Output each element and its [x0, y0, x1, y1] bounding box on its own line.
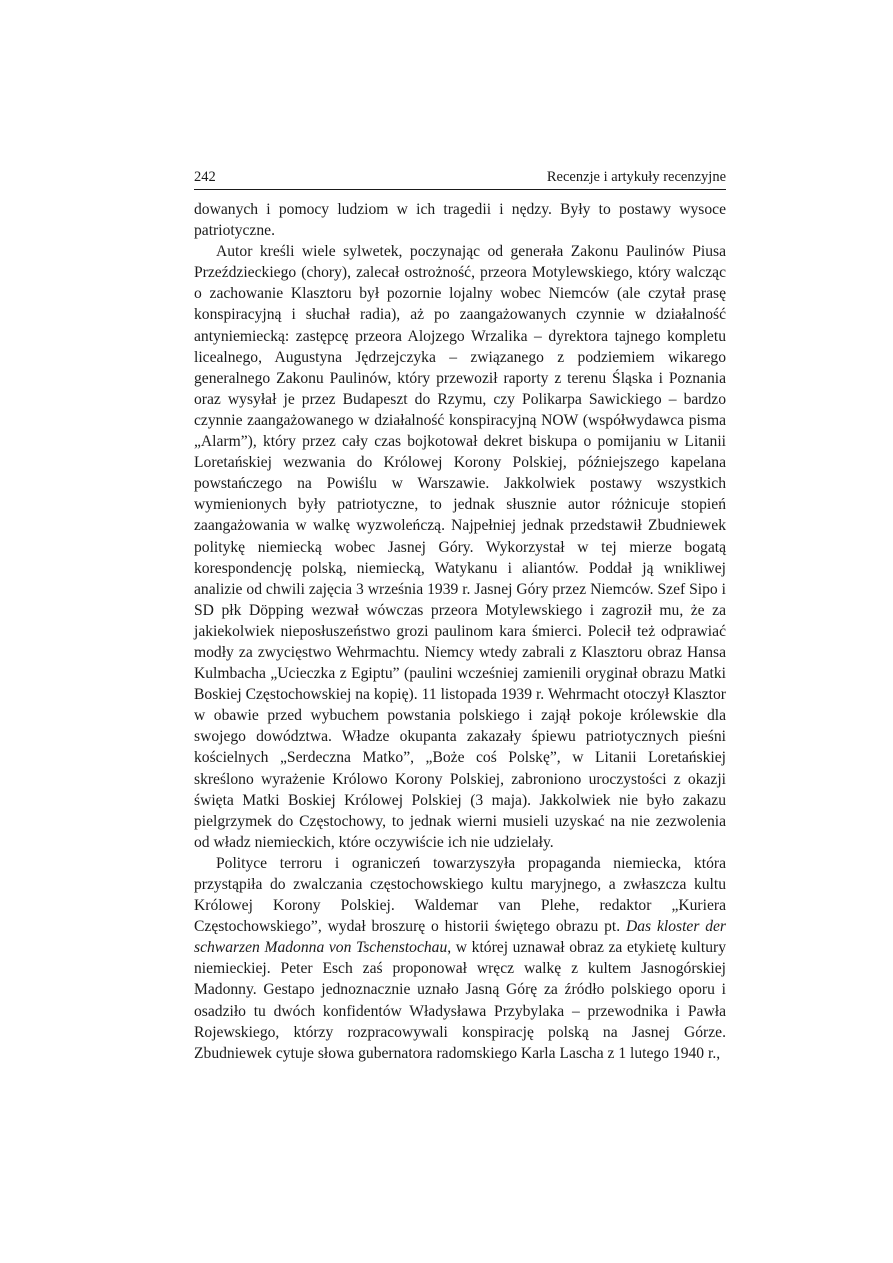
- paragraph-portraits: Autor kreśli wiele sylwetek, poczynając od generała Zakonu Paulinów Piusa Przeździeckiego (chory), zalecał ostrożność, przeora Motylewskiego, który walcząc o zachowanie Klasztoru był pozornie lojalny wobec Niemców (ale czytał prasę konspiracyjną i słuchał radia), aż po zaangażowanych czynnie w działalność antyniemiecką: zastępcę przeora Alojzego Wrzalika – dyrektora tajnego kompletu licealnego, Augustyna Jędrzejczyka – związanego z podziemiem wikarego generalnego Zakonu Paulinów, który przewoził raporty z terenu Śląska i Poznania oraz wysyłał je przez Budapeszt do Rzymu, czy Polikarpa Sawickiego – bardzo czynnie zaangażowanego w działalność konspiracyjną NOW (współwydawca pisma „Alarm”), który przez cały czas bojkotował dekret biskupa o pomijaniu w Litanii Loretańskiej wezwania do Królowej Korony Polskiej, późniejszego kapelana powstańczego na Powiślu w Warszawie. Jakkolwiek postawy wszystkich wymienionych były patriotyczne, to jednak słusznie autor różnicuje stopień zaangażowania w walkę wyzwoleńczą. Najpełniej jednak przedstawił Zbudniewek politykę niemiecką wobec Jasnej Góry. Wykorzystał w tej mierze bogatą korespondencję polską, niemiecką, Watykanu i aliantów. Poddał ją wnikliwej analizie od chwili zajęcia 3 września 1939 r. Jasnej Góry przez Niemców. Szef Sipo i SD płk Döpping wezwał wówczas przeora Motylewskiego i zagroził mu, że za jakiekolwiek nieposłuszeństwo grozi paulinom kara śmierci. Polecił też odprawiać modły za zwycięstwo Wehrmachtu. Niemcy wtedy zabrali z Klasztoru obraz Hansa Kulmbacha „Ucieczka z Egiptu” (paulini wcześniej zamienili oryginał obrazu Matki Boskiej Częstochowskiej na kopię). 11 listopada 1939 r. Wehrmacht otoczył Klasztor w obawie przed wybuchem powstania polskiego i zajął pokoje królewskie dla swojego dowództwa. Władze okupanta zakazały śpiewu patriotycznych pieśni kościelnych „Serdeczna Matko”, „Boże coś Polskę”, w Litanii Loretańskiej skreślono wyrażenie Królowo Korony Polskiej, zabroniono uroczystości z okazji święta Matki Boskiej Królowej Polskiej (3 maja). Jakkolwiek nie było zakazu pielgrzymek do Częstochowy, to jednak wierni musieli uzyskać na nie zezwolenia od władz niemieckich, które oczywiście ich nie udzielały.: [194, 243, 726, 851]
- book-title: Das kloster der schwarzen Madonna von Tschenstochau: [194, 918, 726, 957]
- section-title: Recenzje i artykuły recenzyjne: [546, 169, 726, 185]
- paragraph-propaganda: [194, 853, 726, 1064]
- paragraph-continuation: dowanych i pomocy ludziom w ich tragedii i nędzy. Były to postawy wysoce patriotyczne.: [194, 201, 726, 240]
- running-header: [194, 168, 726, 190]
- paragraph-propaganda-end: , w której uznawał obraz za etykietę kultury niemieckiej. Peter Esch zaś proponował wręcz walkę z kultem Jasnogórskiej Madonny. Gestapo jednoznacznie uznało Jasną Górę za źródło polskiego oporu i osadziło tu dwóch konfidentów Władysława Przybylaka – przewodnika i Pawła Rojewskiego, którzy rozpracowywali konspirację polską na Jasnej Górze. Zbudniewek cytuje słowa gubernatora radomskiego Karla Lascha z 1 lutego 1940 r.,: [194, 939, 726, 1062]
- paragraph-propaganda-start: Polityce terroru i ograniczeń towarzyszyła propaganda niemiecka, która przystąpiła do zwalczania częstochowskiego kultu maryjnego, a zwłaszcza kultu Królowej Korony Polskiej. Waldemar van Plehe, redaktor „Kuriera Częstochowskiego”, wydał broszurę o historii świętego obrazu pt.: [194, 854, 726, 936]
- page-number: 242: [194, 169, 216, 185]
- body-text: [194, 199, 726, 1064]
- document-page: [194, 168, 726, 1064]
